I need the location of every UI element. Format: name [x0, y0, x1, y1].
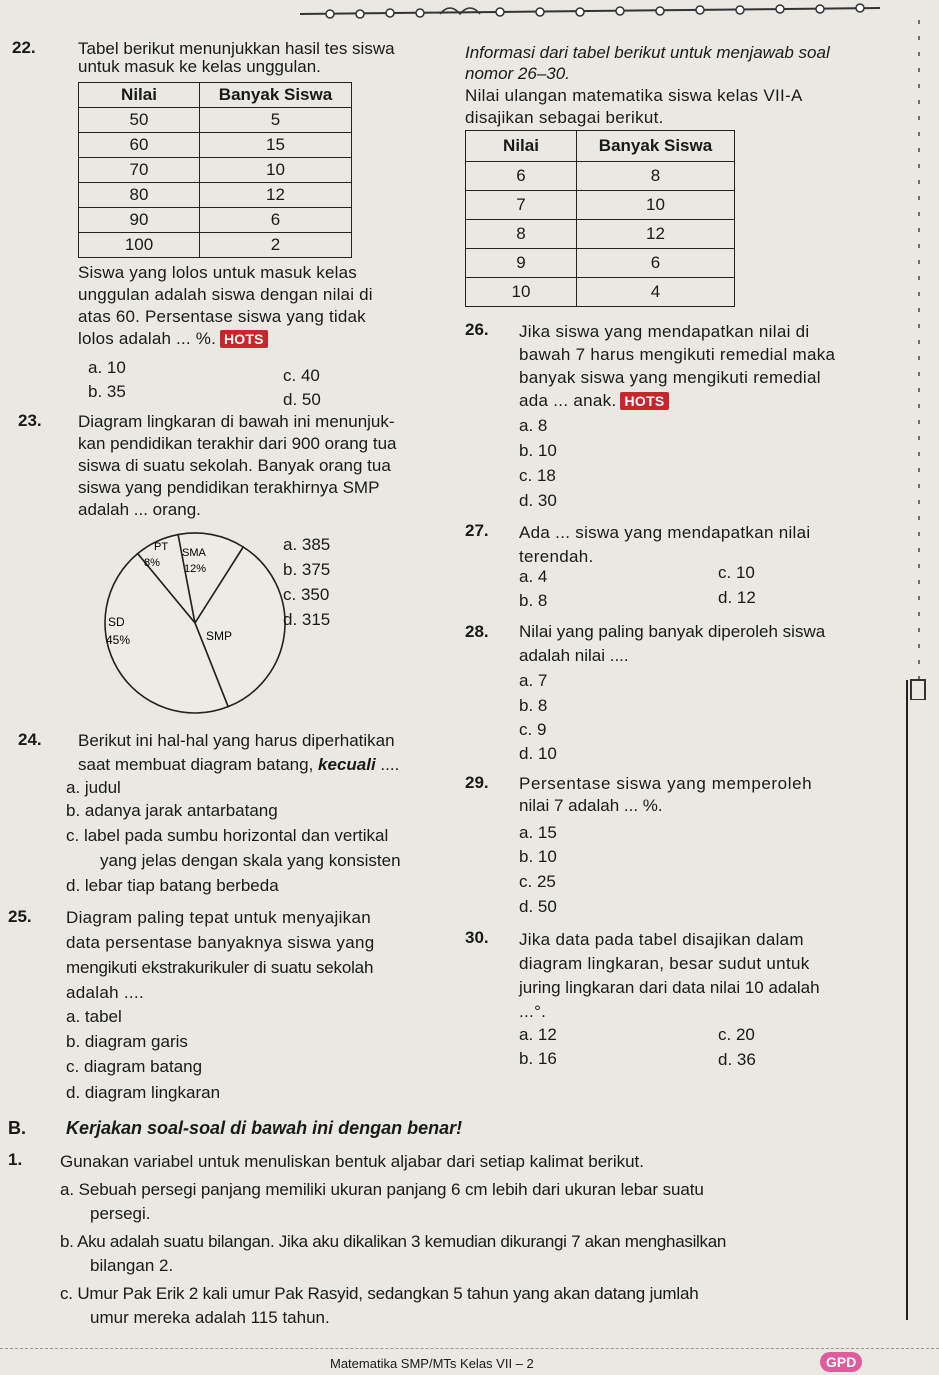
publisher-logo: GPD — [820, 1352, 862, 1372]
option-a[interactable]: a. 385 — [283, 535, 331, 554]
option-d[interactable]: d. 12 — [718, 588, 756, 607]
footer-divider — [0, 1348, 939, 1349]
option-d[interactable]: d. lebar tiap batang berbeda — [66, 876, 279, 895]
stem-line: Jika siswa yang mendapatkan nilai di — [519, 322, 810, 341]
option-c[interactable]: c. 20 — [718, 1025, 755, 1044]
stem-line: data persentase banyaknya siswa yang — [66, 933, 375, 952]
table-header: Banyak Siswa — [577, 131, 735, 162]
table-cell: 10 — [466, 278, 577, 307]
pie-label-sma: SMA — [182, 547, 206, 559]
option-c-continued: yang jelas dengan skala yang konsisten — [100, 851, 401, 870]
stem-line: atas 60. Persentase siswa yang tidak — [78, 307, 366, 326]
pie-value-sma: 12% — [184, 563, 207, 575]
right-page-border — [906, 680, 908, 1320]
table-row — [79, 208, 352, 233]
table-cell: 90 — [79, 208, 200, 233]
info-text — [465, 85, 803, 129]
table-cell: 7 — [466, 191, 577, 220]
question-stem — [519, 320, 835, 412]
info-line: nomor 26–30. — [465, 64, 570, 83]
question-number: 27. — [465, 521, 489, 540]
table-header: Nilai — [79, 83, 200, 108]
table-row — [79, 183, 352, 208]
essay-item-b: b. Aku adalah suatu bilangan. Jika aku dikalikan 3 kemudian dikurangi 7 akan menghasilkan — [60, 1232, 727, 1251]
table-row — [466, 162, 735, 191]
table-row — [466, 249, 735, 278]
stem-text: ada ... anak. — [519, 391, 617, 410]
question-number: 30. — [465, 928, 489, 947]
essay-question — [60, 1150, 644, 1174]
stem-line: bawah 7 harus mengikuti remedial maka — [519, 345, 836, 364]
table-cell: 70 — [79, 158, 200, 183]
stem-line: nilai 7 adalah ... %. — [519, 796, 663, 815]
table-cell: 5 — [200, 108, 352, 133]
table-cell: 8 — [466, 220, 577, 249]
question-number: 22. — [12, 38, 36, 57]
option-a[interactable]: a. 7 — [519, 671, 548, 690]
option-a[interactable]: a. judul — [66, 778, 121, 797]
question-stem — [78, 262, 373, 350]
pie-value-pt: 8% — [144, 557, 160, 569]
stem-line: adalah .... — [66, 983, 144, 1002]
pie-slices — [105, 533, 285, 713]
option-d[interactable]: d. diagram lingkaran — [66, 1083, 221, 1102]
stem-text: .... — [375, 755, 400, 774]
table-row — [79, 233, 352, 258]
option-b[interactable]: b. 8 — [519, 696, 548, 715]
table-cell: 10 — [200, 158, 352, 183]
table-row — [466, 220, 735, 249]
option-a[interactable]: a. 15 — [519, 823, 557, 842]
stem-line: Siswa yang lolos untuk masuk kelas — [78, 263, 357, 282]
stem-line — [78, 328, 373, 350]
option-a[interactable]: a. 12 — [519, 1025, 557, 1044]
right-binding-decoration — [909, 0, 929, 700]
page-footer: Matematika SMP/MTs Kelas VII – 2 — [330, 1356, 534, 1371]
option-d[interactable]: d. 315 — [283, 610, 331, 629]
table-row — [79, 158, 352, 183]
info-line: Nilai ulangan matematika siswa kelas VII-A — [465, 86, 803, 105]
essay-item-b-continued: bilangan 2. — [90, 1256, 174, 1275]
option-c[interactable]: c. diagram batang — [66, 1057, 203, 1076]
pie-value-sd: 45% — [106, 633, 131, 647]
stem-line: unggulan adalah siswa dengan nilai di — [78, 285, 373, 304]
stem-line: mengikuti ekstrakurikuler di suatu sekolah — [66, 958, 374, 977]
option-b[interactable]: b. 16 — [519, 1049, 557, 1068]
table-cell: 6 — [200, 208, 352, 233]
table-row — [466, 278, 735, 307]
option-c[interactable]: c. 18 — [519, 466, 556, 485]
question-number: 23. — [18, 411, 42, 430]
stem-line: banyak siswa yang mengikuti remedial — [519, 368, 821, 387]
stem-line: Berikut ini hal-hal yang harus diperhatikan — [78, 731, 395, 750]
table-header: Banyak Siswa — [200, 83, 352, 108]
stem-line: untuk masuk ke kelas unggulan. — [78, 57, 321, 76]
stem-line: ...°. — [519, 1002, 547, 1021]
option-d[interactable]: d. 50 — [519, 897, 557, 916]
option-d[interactable]: d. 10 — [519, 744, 557, 763]
table-cell: 9 — [466, 249, 577, 278]
question-stem — [519, 773, 812, 817]
question-number: 28. — [465, 622, 489, 641]
stem-line: siswa di suatu sekolah. Banyak orang tua — [78, 456, 391, 475]
pie-label-smp: SMP — [206, 629, 233, 643]
question-number: 25. — [8, 907, 32, 926]
pie-label-sd: SD — [108, 615, 125, 629]
table-row — [79, 133, 352, 158]
table-cell: 6 — [466, 162, 577, 191]
table-row — [466, 191, 735, 220]
option-c[interactable]: c. 10 — [718, 563, 755, 582]
option-a[interactable]: a. 4 — [519, 567, 548, 586]
stem-emphasis: kecuali — [318, 755, 376, 774]
question-stem — [66, 907, 375, 1004]
essay-items — [60, 1178, 727, 1330]
option-c[interactable]: c. label pada sumbu horizontal dan vertikal — [66, 826, 389, 845]
option-b[interactable]: b. 10 — [519, 847, 557, 866]
question-stem — [519, 928, 820, 1024]
stem-line: Tabel berikut menunjukkan hasil tes siswa — [78, 39, 395, 58]
question-stem — [78, 411, 397, 521]
stem-line: juring lingkaran dari data nilai 10 adalah — [519, 978, 820, 997]
option-c[interactable]: c. 25 — [519, 872, 556, 891]
stem-line: Ada ... siswa yang mendapatkan nilai — [519, 523, 811, 542]
question-stem — [78, 38, 395, 78]
essay-item-a-continued: persegi. — [90, 1204, 151, 1223]
table-cell: 12 — [200, 183, 352, 208]
stem-line: kan pendidikan terakhir dari 900 orang tua — [78, 434, 397, 453]
info-line: Informasi dari tabel berikut untuk menjawab soal — [465, 43, 830, 62]
table-cell: 10 — [577, 191, 735, 220]
table-cell: 50 — [79, 108, 200, 133]
stem-text: saat membuat diagram batang, — [78, 755, 319, 774]
table-header: Nilai — [466, 131, 577, 162]
option-a[interactable]: a. tabel — [66, 1007, 122, 1026]
question-number: 26. — [465, 320, 489, 339]
table-cell: 4 — [577, 278, 735, 307]
essay-item-c-continued: umur mereka adalah 115 tahun. — [90, 1308, 330, 1327]
option-b[interactable]: b. 10 — [519, 441, 557, 460]
option-b[interactable]: b. 35 — [88, 382, 126, 401]
table-row — [79, 108, 352, 133]
question-number: 1. — [8, 1150, 23, 1169]
stem-line — [519, 389, 835, 412]
stem-line: diagram lingkaran, besar sudut untuk — [519, 954, 810, 973]
stem-line: siswa yang pendidikan terakhirnya SMP — [78, 478, 380, 497]
essay-item-a: a. Sebuah persegi panjang memiliki ukuran panjang 6 cm lebih dari ukuran lebar suatu — [60, 1180, 704, 1199]
stem-line: Diagram paling tepat untuk menyajikan — [66, 908, 371, 927]
table-cell: 80 — [79, 183, 200, 208]
option-a[interactable]: a. 8 — [519, 416, 548, 435]
question-number: 24. — [18, 730, 42, 749]
stem-line: Nilai yang paling banyak diperoleh siswa — [519, 622, 826, 641]
stem-line: adalah nilai .... — [519, 646, 629, 665]
essay-item-c: c. Umur Pak Erik 2 kali umur Pak Rasyid, sedangkan 5 tahun yang akan datang jumlah — [60, 1284, 699, 1303]
table-cell: 60 — [79, 133, 200, 158]
table-cell: 6 — [577, 249, 735, 278]
option-b[interactable]: b. diagram garis — [66, 1032, 188, 1051]
question-stem — [519, 620, 825, 668]
option-c[interactable]: c. 350 — [283, 585, 330, 604]
spiral-binding-decoration — [0, 0, 939, 30]
option-a[interactable]: a. 10 — [88, 358, 126, 377]
question-number: 29. — [465, 773, 489, 792]
option-d[interactable]: d. 50 — [283, 390, 321, 409]
question-stem — [519, 521, 810, 569]
essay-stem: Gunakan variabel untuk menuliskan bentuk aljabar dari setiap kalimat berikut. — [60, 1152, 644, 1171]
table-cell: 12 — [577, 220, 735, 249]
stem-line: Persentase siswa yang memperoleh — [519, 774, 813, 793]
question-stem — [78, 730, 399, 776]
section-heading: Kerjakan soal-soal di bawah ini dengan benar! — [66, 1118, 463, 1138]
table-cell: 2 — [200, 233, 352, 258]
stem-line: terendah. — [519, 547, 594, 566]
option-c[interactable]: c. 9 — [519, 720, 547, 739]
hots-badge: HOTS — [620, 392, 668, 410]
table-cell: 8 — [577, 162, 735, 191]
data-table-info — [465, 130, 735, 307]
stem-line: Jika data pada tabel disajikan dalam — [519, 930, 804, 949]
table-cell: 15 — [200, 133, 352, 158]
hots-badge: HOTS — [220, 330, 268, 348]
data-table-q22 — [78, 82, 352, 258]
stem-text: lolos adalah ... %. — [78, 329, 216, 348]
section-letter: B. — [8, 1118, 26, 1138]
pie-chart — [100, 528, 290, 718]
stem-line: Diagram lingkaran di bawah ini menunjuk- — [78, 412, 395, 431]
pie-label-pt: PT — [154, 541, 169, 553]
option-c[interactable]: c. 40 — [283, 366, 320, 385]
option-d[interactable]: d. 30 — [519, 491, 557, 510]
table-cell: 100 — [79, 233, 200, 258]
option-d[interactable]: d. 36 — [718, 1050, 756, 1069]
stem-line — [78, 754, 399, 776]
option-b[interactable]: b. 8 — [519, 591, 548, 610]
info-line: disajikan sebagai berikut. — [465, 108, 664, 127]
info-heading — [465, 42, 830, 85]
stem-line: adalah ... orang. — [78, 500, 201, 519]
option-b[interactable]: b. 375 — [283, 560, 331, 579]
option-b[interactable]: b. adanya jarak antarbatang — [66, 801, 278, 820]
